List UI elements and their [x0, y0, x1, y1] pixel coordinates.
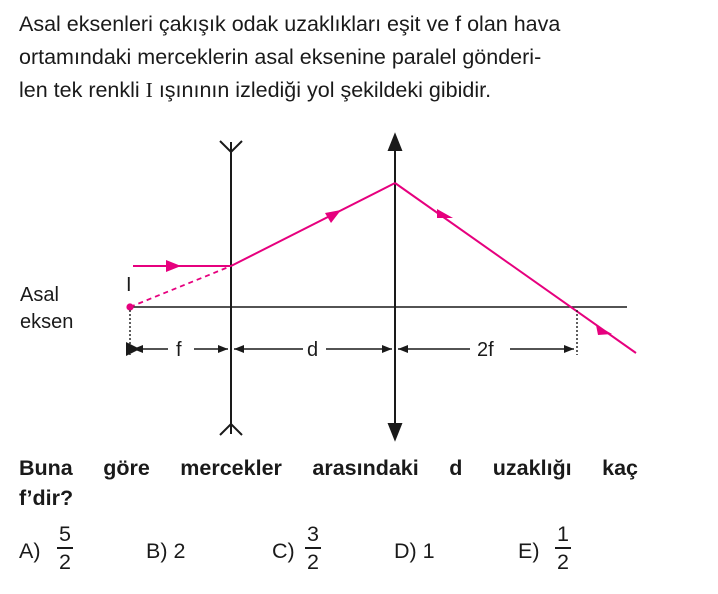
- intro-ray-symbol: I: [145, 78, 153, 102]
- ray-label: I: [126, 274, 132, 296]
- dimension-label-2f: 2f: [477, 339, 494, 361]
- choice-b[interactable]: B) 2: [146, 539, 186, 563]
- dimension-label-f: f: [176, 339, 182, 361]
- diverging-lens: [220, 141, 242, 435]
- intro-line-3-start: len tek renkli: [19, 78, 146, 102]
- intro-line-3-end: ışınının izlediği yol şekildeki gibidir.: [152, 78, 492, 102]
- choice-c-fraction[interactable]: [305, 522, 321, 574]
- axis-label-asal: Asal: [20, 284, 59, 306]
- virtual-ray-dashed: [130, 266, 231, 307]
- dimension-label-d: d: [307, 339, 319, 361]
- choice-a-numerator: 5: [59, 522, 71, 546]
- choice-d[interactable]: D) 1: [394, 539, 435, 563]
- choice-a-fraction[interactable]: [57, 522, 73, 574]
- choice-e-denominator: 2: [557, 550, 569, 574]
- fraction-bar: [305, 547, 321, 549]
- question-text: [19, 453, 679, 513]
- intro-line-2: ortamındaki merceklerin asal eksenine paralel gönderi-: [19, 45, 542, 69]
- light-ray: [133, 183, 636, 353]
- choice-c-numerator: 3: [307, 522, 319, 546]
- choice-c-denominator: 2: [307, 550, 319, 574]
- ray-arrowheads: [166, 209, 612, 335]
- fraction-bar: [555, 547, 571, 549]
- choice-e-label[interactable]: E): [518, 539, 540, 563]
- choice-c-label[interactable]: C): [272, 539, 295, 563]
- dimension-ticks: [130, 310, 577, 355]
- choice-e-fraction[interactable]: [555, 522, 571, 574]
- intro-line-1: Asal eksenleri çakışık odak uzaklıkları eşit ve f olan hava: [19, 12, 561, 36]
- question-line-2: f’dir?: [19, 486, 74, 510]
- choice-a-label[interactable]: A): [19, 539, 41, 563]
- choice-a-denominator: 2: [59, 550, 71, 574]
- choice-e-numerator: 1: [557, 522, 569, 546]
- axis-label-eksen: eksen: [20, 311, 74, 333]
- fraction-bar: [57, 547, 73, 549]
- question-line-1: Buna göre mercekler arasındaki d uzaklığı kaç: [19, 456, 638, 480]
- converging-lens: [389, 135, 401, 439]
